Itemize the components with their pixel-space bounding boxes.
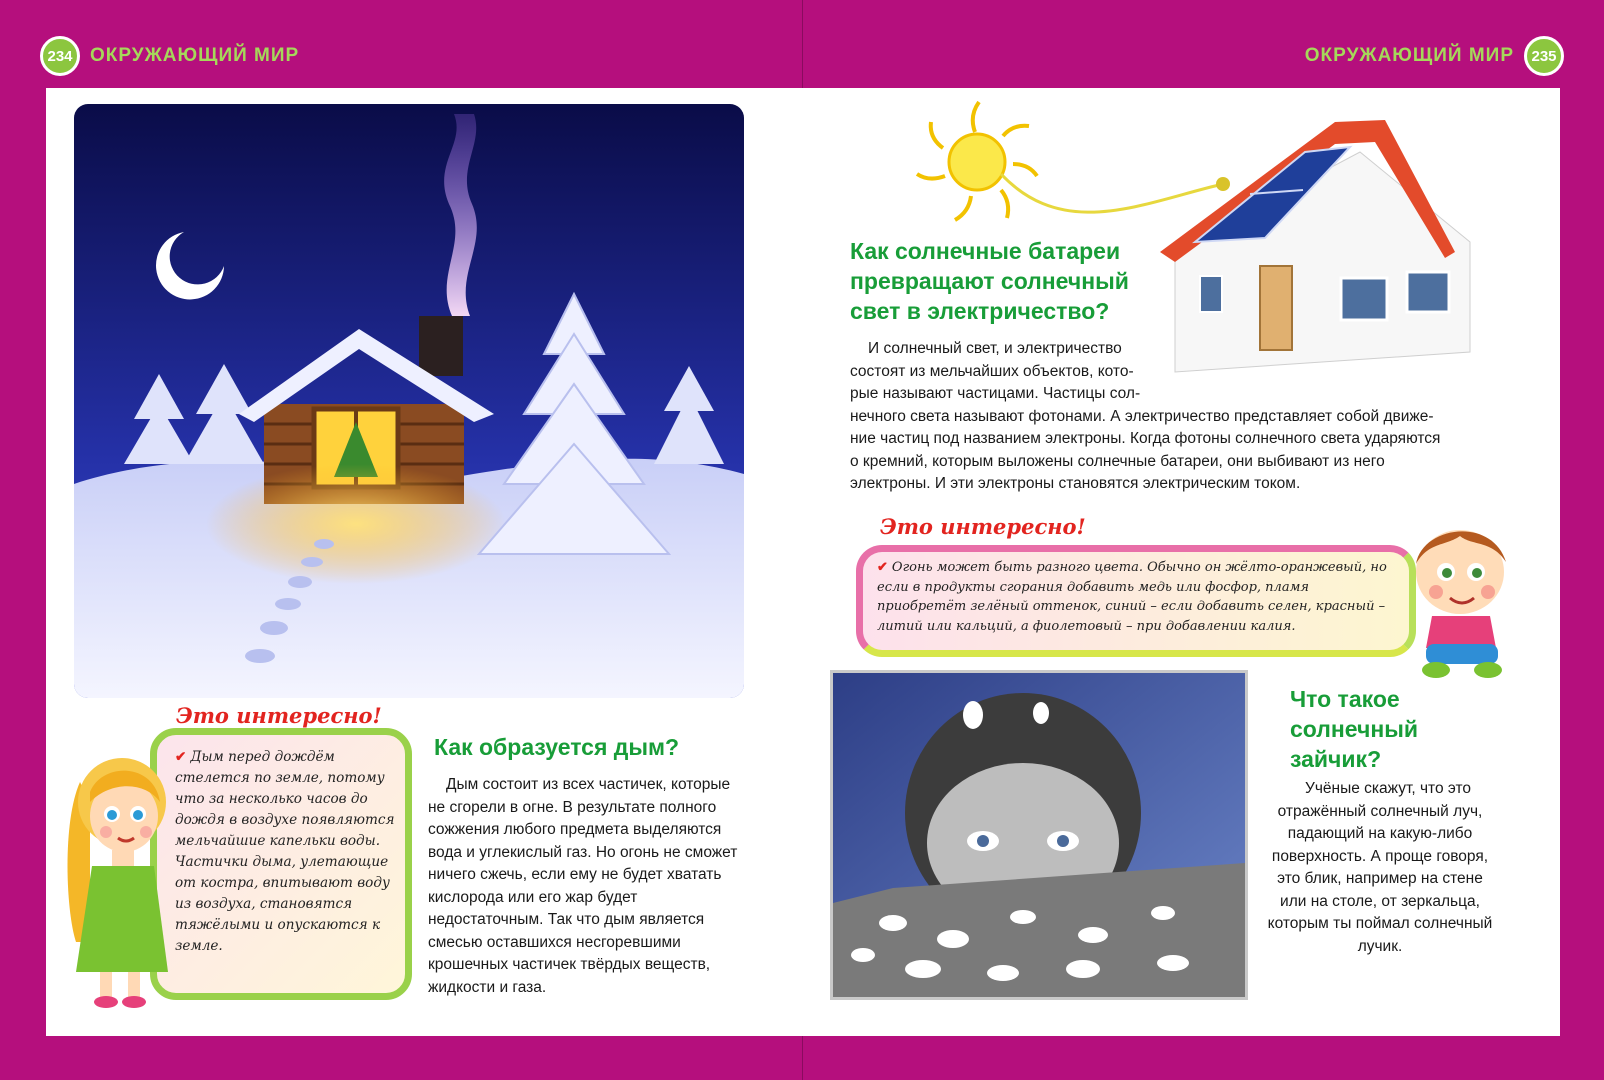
solar-text-line: электроны. И эти электроны становятся электрическим током. <box>850 475 1301 492</box>
left-page-header <box>40 36 309 76</box>
smoke-heading: Как образуется дым? <box>434 734 680 760</box>
solar-text-line: о кремний, которым выложены солнечные батареи, они выбивают из него <box>850 452 1385 470</box>
page-number-right: 235 <box>1524 36 1564 76</box>
solar-text-line: рые называют частицами. Частицы сол- <box>850 385 1141 402</box>
fact-text-left: ✔ Дым перед дождём стелется по земле, потому что за несколько часов до дождя в воздухе появляются мельчайшие капельки воды. Частички дыма, улетающие от костра, впитывают воду из воздуха, становятся тяжёлыми и опускаются к земле. <box>175 749 395 954</box>
solar-text-line: И солнечный свет, и электричество <box>868 340 1122 357</box>
smoke-text: Дым состоит из всех частичек, которые не сгорели в огне. В результате полного сожжения любого предмета выделяются вода и углекислый газ. Но огонь не сможет ничего сжечь, если ему не будет хватать кислорода или его жар будет недостаточным. Так что дым является смесью оставшихся несгоревшими крошечных частичек твёрдых веществ, жидкости и газа. <box>428 776 738 996</box>
sunbeam-heading: Что такое солнечный зайчик? <box>1290 686 1419 772</box>
sunbeam-text: Учёные скажут, что это отражённый солнечный луч, падающий на какую-либо поверхность. А проще говоря, это блик, например на стене или на столе, от зеркальца, которым ты поймал солнечный лучик. <box>1267 780 1493 955</box>
solar-text <box>850 338 1510 496</box>
solar-text-line: ние частиц под названием электроны. Когда фотоны солнечного света ударяются <box>850 430 1441 447</box>
section-title-right: ОКРУЖАЮЩИЙ МИР <box>1304 45 1514 66</box>
fact-text-right: ✔ Огонь может быть разного цвета. Обычно он жёлто-оранжевый, но если в продукты сгорания добавить медь или фосфор, пламя приобретёт зелёный оттенок, синий – если добавить селен, красный – литий или кальций, а фиолетовый – при добавлении калия. <box>877 560 1387 634</box>
page-number-left: 234 <box>40 36 80 76</box>
girl-character-illustration <box>62 742 174 1010</box>
sunbeam-photo <box>830 670 1248 1000</box>
interesting-title-left: Это интересно! <box>176 703 382 728</box>
fact-box-right <box>856 545 1416 657</box>
fact-box-left <box>150 728 412 1000</box>
right-page-header <box>1295 36 1564 76</box>
house <box>1160 120 1470 372</box>
checkmark-icon: ✔ <box>877 560 888 575</box>
winter-cabin-illustration <box>74 104 744 698</box>
interesting-title-right: Это интересно! <box>880 514 1086 539</box>
solar-heading: Как солнечные батареи превращают солнечный свет в электричество? <box>850 238 1129 324</box>
section-title-left: ОКРУЖАЮЩИЙ МИР <box>90 45 300 66</box>
solar-text-line: состоят из мельчайших объектов, кото- <box>850 362 1134 380</box>
checkmark-icon: ✔ <box>175 749 187 765</box>
boy-character-illustration <box>1402 516 1522 686</box>
solar-text-line: нечного света называют фотонами. А электричество представляет собой движе- <box>850 407 1434 425</box>
